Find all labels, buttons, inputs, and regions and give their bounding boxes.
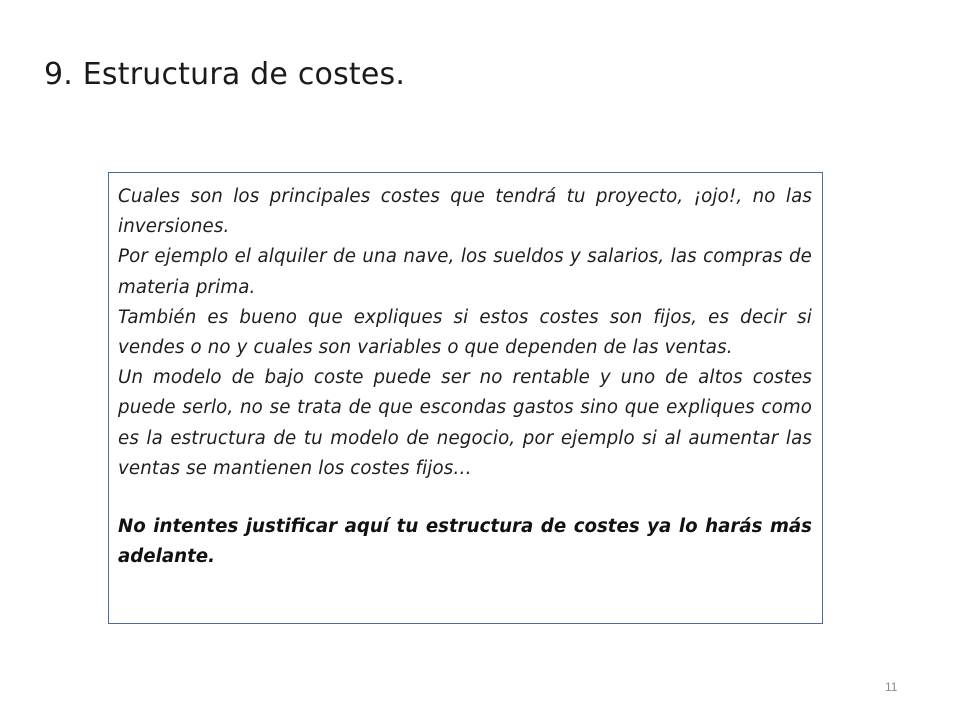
instructions-text-box [108,172,823,624]
paragraph-cost-model: Un modelo de bajo coste puede ser no rentable y uno de altos costes puede serlo, no se trata de que escondas gastos sino que expliques como es la estructura de tu modelo de negocio, por ejemplo si al aumentar las ventas se mantienen los costes fijos… [118,367,812,479]
slide-title: 9. Estructura de costes. [44,57,406,92]
paragraph-examples: Por ejemplo el alquiler de una nave, los sueldos y salarios, las compras de materia prima. [118,246,812,298]
note-bold: No intentes justificar aquí tu estructura de costes ya lo harás más adelante. [118,516,812,568]
paragraph-main-costs: Cuales son los principales costes que tendrá tu proyecto, ¡ojo!, no las inversiones. [118,186,812,238]
paragraph-fixed-variable: También es bueno que expliques si estos costes son fijos, es decir si vendes o no y cuales son variables o que dependen de las ventas. [118,306,812,359]
paragraph-spacer [118,484,812,512]
page-number: 11 [885,680,898,694]
